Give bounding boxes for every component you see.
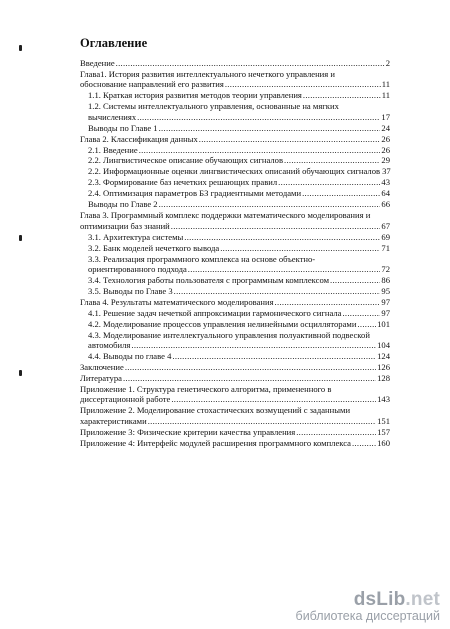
toc-page-number: 101 — [377, 318, 390, 329]
dot-leader — [159, 199, 381, 209]
toc-page-number: 26 — [381, 133, 390, 144]
toc-entry-title: Приложение 1. Структура генетического алгоритма, примененного в — [80, 384, 332, 395]
toc-page-number: 17 — [381, 111, 390, 122]
toc-entry — [80, 123, 410, 133]
toc-entry — [80, 438, 410, 448]
logo-tld: .net — [405, 589, 440, 610]
toc-entry-title: Заключение — [80, 362, 124, 373]
toc-entry — [80, 101, 410, 122]
site-logo — [296, 589, 440, 611]
dot-leader — [278, 177, 380, 187]
toc-entry — [80, 330, 410, 351]
toc-entry-title: Приложение 4: Интерфейс модулей расширения программного комплекса — [80, 437, 351, 448]
dot-leader — [148, 416, 376, 426]
toc-page-number: 26 — [381, 144, 390, 155]
toc-entry — [80, 188, 410, 198]
dot-leader — [220, 243, 380, 253]
toc-page-number: 66 — [381, 199, 390, 210]
toc-page-number: 151 — [377, 415, 390, 426]
toc-entry — [80, 69, 410, 90]
toc-page-number: 104 — [377, 340, 390, 351]
toc-entry — [80, 362, 410, 372]
dot-leader — [225, 79, 381, 89]
toc-entry — [80, 232, 410, 242]
toc-entry-title: диссертационной работе — [80, 394, 171, 405]
toc-entry — [80, 243, 410, 253]
toc-entry-title: 2.1. Введение — [88, 144, 138, 155]
toc-entry — [80, 384, 410, 405]
dot-leader — [330, 275, 380, 285]
toc-page-number: 157 — [377, 426, 390, 437]
toc-page-number: 29 — [381, 155, 390, 166]
toc-page-number: 124 — [377, 351, 390, 362]
toc-entry-title: характеристиками — [80, 415, 147, 426]
toc-page-number: 128 — [377, 373, 390, 384]
toc-entry-title: 4.3. Моделирование интеллектуального управления полуактивной подвеской — [88, 329, 370, 340]
toc-entry-title: 2.2. Информационные оценки лингвистических описаний обучающих сигналов — [88, 166, 381, 177]
toc-entry-title: обоснование направлений его развития — [80, 79, 224, 90]
toc-entry — [80, 199, 410, 209]
toc-entry — [80, 319, 410, 329]
dot-leader — [172, 351, 376, 361]
toc-entry-title: автомобиля — [88, 340, 131, 351]
dot-leader — [137, 112, 380, 122]
toc-entry-title: вычислениях — [88, 111, 137, 122]
toc-entry-title: Глава 4. Результаты математического моделирования — [80, 296, 274, 307]
toc-page-number: 37 — [382, 166, 391, 177]
toc-page-number: 43 — [381, 177, 390, 188]
toc-entry — [80, 58, 410, 68]
dot-leader — [174, 286, 381, 296]
toc-entry — [80, 351, 410, 361]
toc-entry-title: 4.2. Моделирование процессов управления нелинейными осцилляторами — [88, 318, 357, 329]
toc-page-number: 95 — [381, 285, 390, 296]
dot-leader — [171, 394, 376, 404]
dot-leader — [199, 134, 381, 144]
toc-entry-title: Глава1. История развития интеллектуального нечеткого управления и — [80, 68, 335, 79]
dot-leader — [303, 90, 381, 100]
toc-entry — [80, 297, 410, 307]
toc-page-number: 126 — [377, 362, 390, 373]
dot-leader — [296, 427, 376, 437]
watermark — [296, 589, 440, 623]
toc-page-number: 97 — [381, 307, 390, 318]
scan-mark — [19, 235, 22, 241]
toc-page-number: 72 — [381, 263, 390, 274]
toc-entry-title: Приложение 3: Физические критерии качества управления — [80, 426, 296, 437]
dot-leader — [184, 232, 380, 242]
toc-entry — [80, 177, 410, 187]
toc-entry — [80, 308, 410, 318]
site-tagline: библиотека диссертаций — [295, 609, 440, 623]
toc-entry-title: Глава 3. Программный комплекс поддержки математического моделирования и — [80, 210, 371, 221]
dot-leader — [352, 438, 376, 448]
dot-leader — [123, 373, 376, 383]
dot-leader — [302, 188, 380, 198]
toc-entry-title: 2.3. Формирование баз нечетких решающих правил — [88, 177, 278, 188]
toc-page-number: 11 — [381, 90, 390, 101]
toc-entry — [80, 210, 410, 231]
toc-page-number: 67 — [381, 220, 390, 231]
toc-entry — [80, 134, 410, 144]
toc-entry — [80, 275, 410, 285]
toc-entry — [80, 427, 410, 437]
toc-entry-title: 4.4. Выводы по главе 4 — [88, 351, 172, 362]
toc-page-number: 86 — [381, 274, 390, 285]
toc-page-number: 160 — [377, 437, 390, 448]
dot-leader — [139, 145, 381, 155]
toc-entry — [80, 90, 410, 100]
dot-leader — [342, 308, 380, 318]
toc-entry-title: 1.1. Краткая история развития методов теории управления — [88, 90, 302, 101]
logo-main: dsLib — [353, 589, 406, 610]
toc-page-number: 2 — [385, 58, 390, 68]
toc-entry — [80, 405, 410, 426]
toc-entry-title: Выводы по Главе 1 — [88, 122, 158, 133]
toc-entry-title: ориентированного подхода — [88, 263, 187, 274]
toc-entry-title: Введение — [80, 58, 115, 68]
toc-page-number: 97 — [381, 296, 390, 307]
toc-entry-title: 3.5. Выводы по Главе 3 — [88, 285, 173, 296]
toc-entry-title: Глава 2. Классификация данных — [80, 133, 198, 144]
toc-entry-title: Приложение 2. Моделирование стохастических возмущений с заданными — [80, 405, 351, 416]
toc-entry — [80, 373, 410, 383]
scan-mark — [19, 370, 22, 376]
toc-entry-title: 3.3. Реализация программного комплекса на основе объектно- — [88, 253, 316, 264]
toc-entry-title: 2.4. Оптимизация параметров БЗ градиентными методами — [88, 188, 302, 199]
dot-leader — [125, 362, 376, 372]
dot-leader — [275, 297, 381, 307]
toc-entry-title: Литература — [80, 373, 122, 384]
dot-leader — [131, 340, 376, 350]
dot-leader — [188, 264, 381, 274]
toc-entry — [80, 145, 410, 155]
toc-page-number: 64 — [381, 188, 390, 199]
toc-entry — [80, 166, 410, 176]
dot-leader — [116, 58, 385, 68]
toc-entry-title: 3.1. Архитектура системы — [88, 231, 184, 242]
toc-page-number: 69 — [381, 231, 390, 242]
toc-page-number: 71 — [381, 242, 390, 253]
toc-entry — [80, 286, 410, 296]
dot-leader — [357, 319, 376, 329]
toc-entry — [80, 155, 410, 165]
table-of-contents — [80, 58, 410, 449]
toc-entry-title: 1.2. Системы интеллектуального управления, основанные на мягких — [88, 101, 339, 112]
scan-mark — [19, 45, 22, 51]
toc-entry-title: 2.2. Лингвистическое описание обучающих сигналов — [88, 155, 283, 166]
toc-entry-title: 3.2. Банк моделей нечеткого вывода — [88, 242, 220, 253]
toc-entry-title: оптимизации баз знаний — [80, 220, 170, 231]
page-title: Оглавление — [80, 36, 148, 50]
toc-entry-title: 4.1. Решение задач нечеткой аппроксимации гармонического сигнала — [88, 307, 342, 318]
toc-page-number: 24 — [381, 122, 390, 133]
toc-entry-title: 3.4. Технология работы пользователя с программным комплексом — [88, 274, 330, 285]
toc-page-number: 11 — [381, 79, 390, 90]
toc-page-number: 143 — [377, 394, 390, 405]
toc-entry-title: Выводы по Главе 2 — [88, 199, 158, 210]
dot-leader — [171, 221, 381, 231]
toc-entry — [80, 254, 410, 275]
dot-leader — [159, 123, 381, 133]
dot-leader — [284, 155, 380, 165]
